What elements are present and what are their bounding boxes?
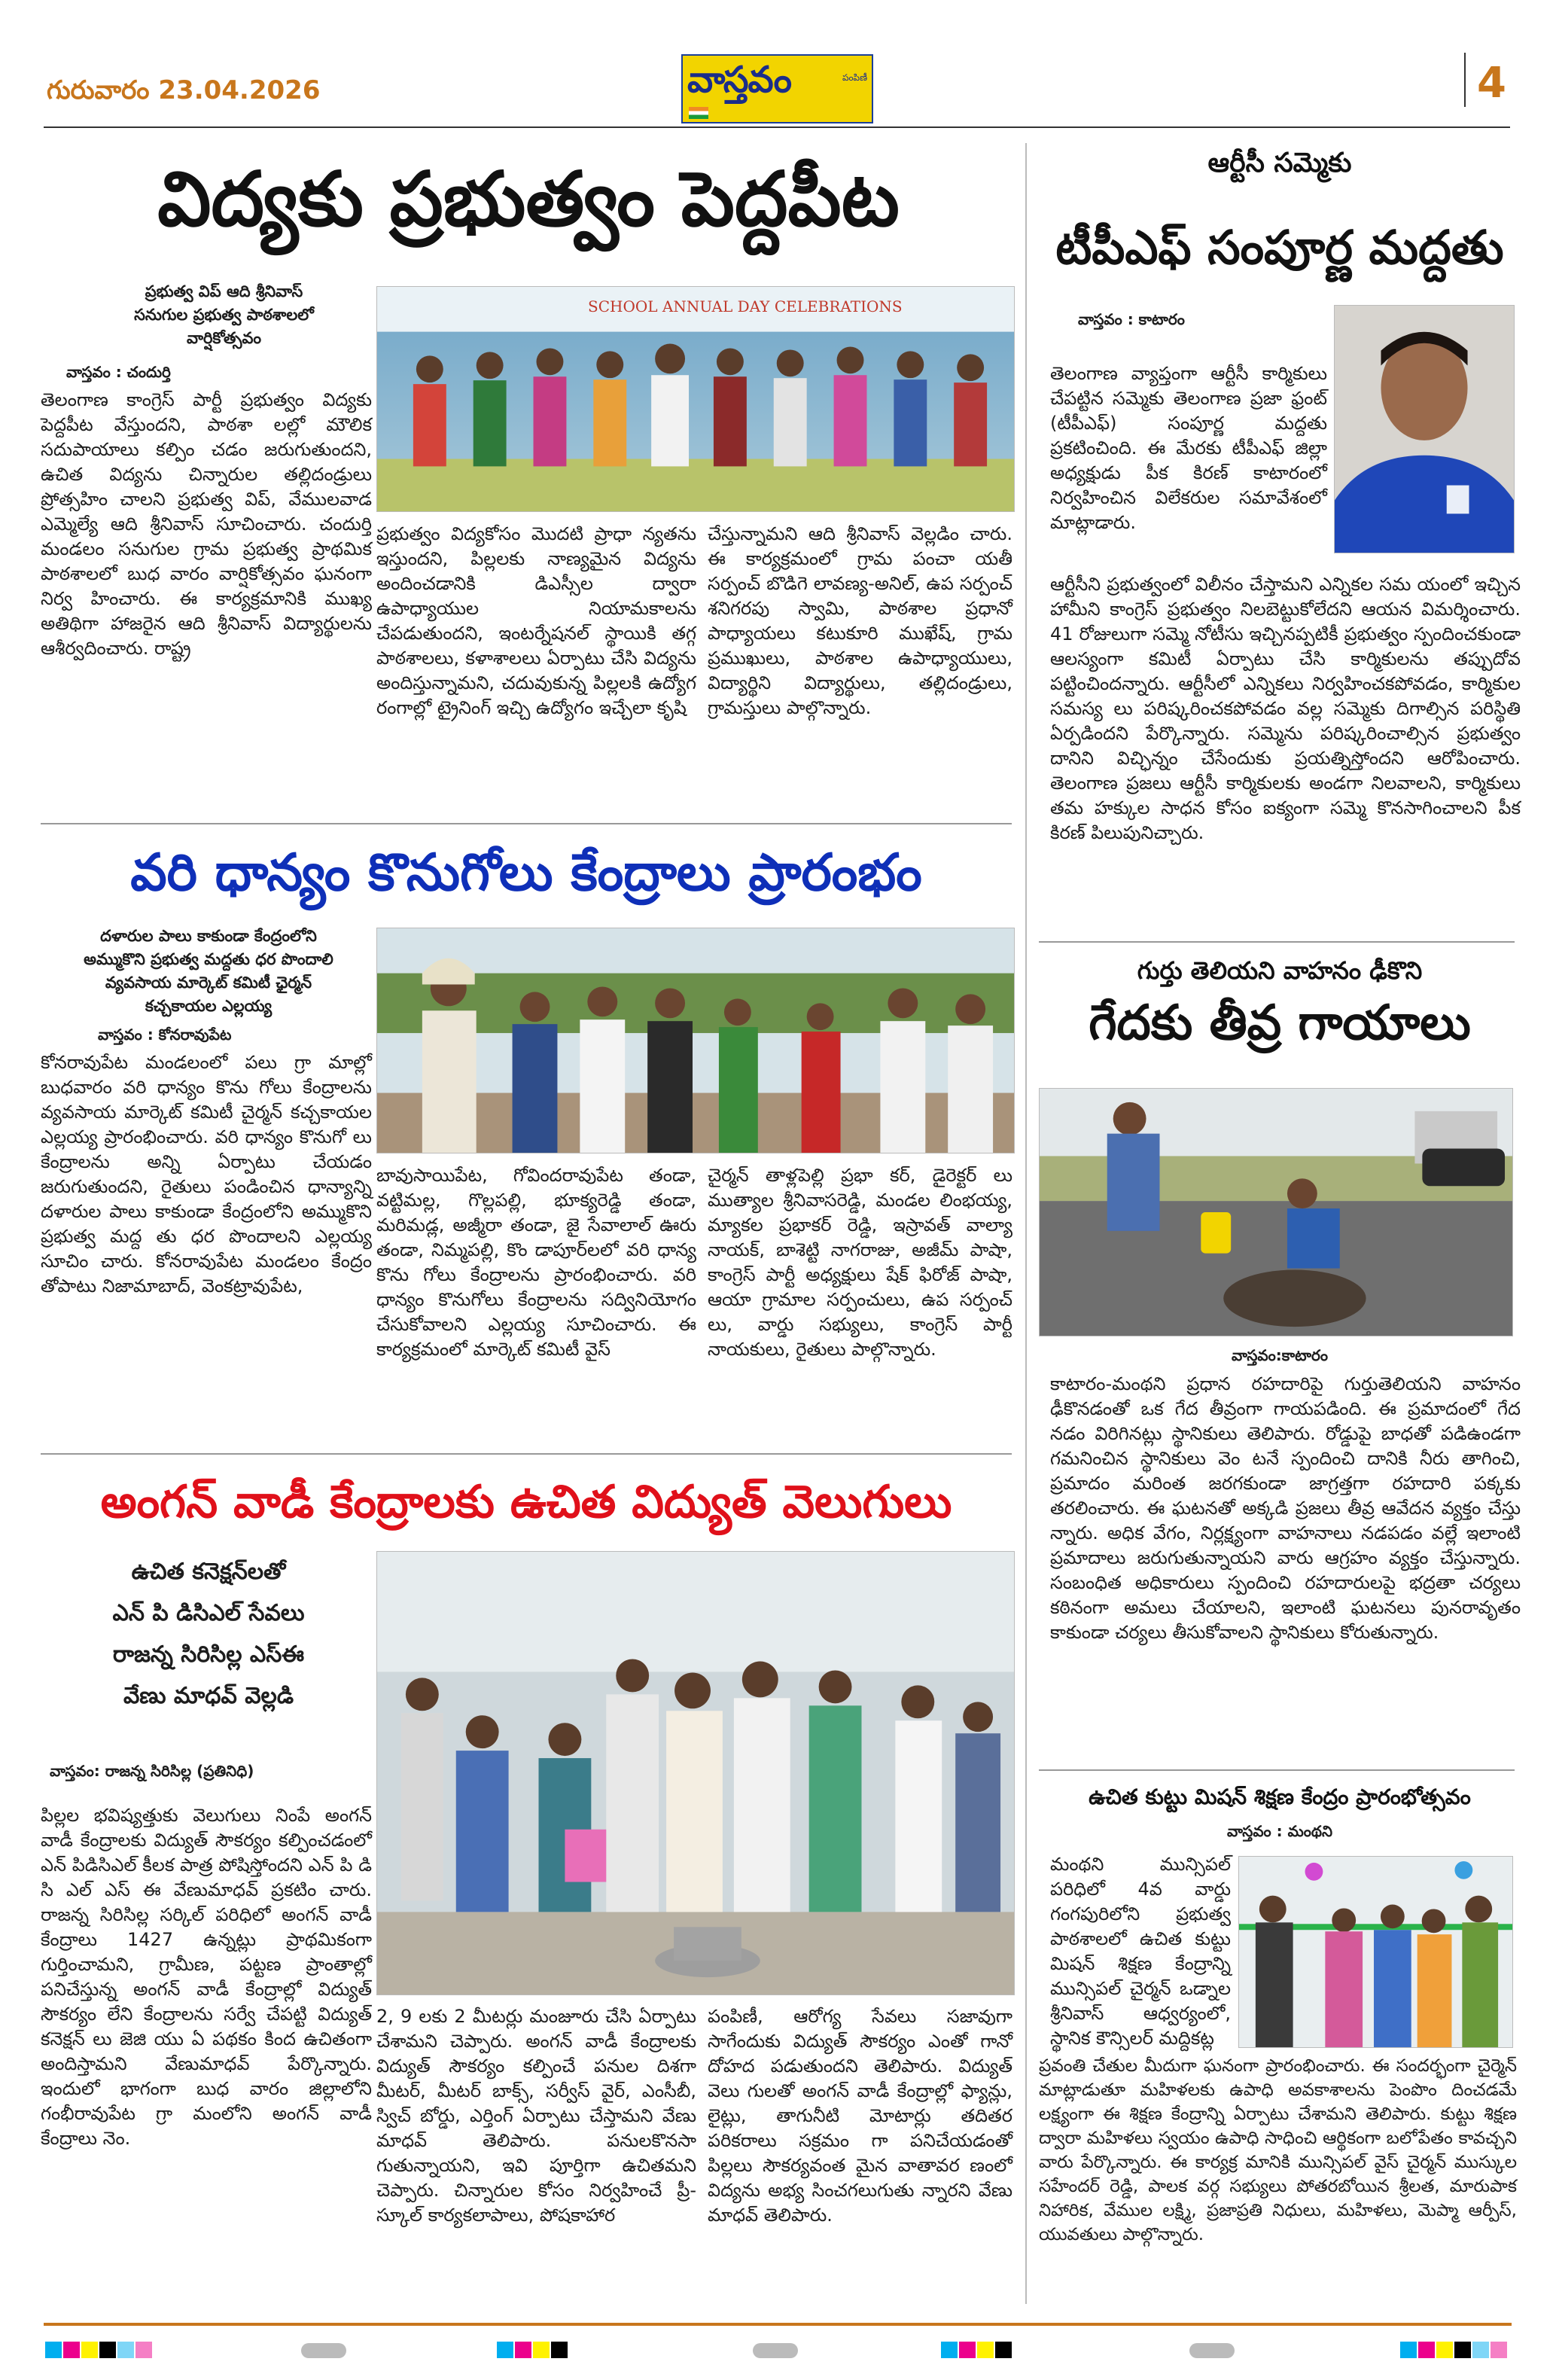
- logo-flag-icon: [689, 107, 708, 119]
- color-swatch-group: [45, 2342, 152, 2358]
- page-number-divider: [1464, 53, 1466, 107]
- school-annual-day-photo: [376, 286, 1015, 512]
- tpf-leader-portrait: [1334, 305, 1515, 553]
- article-kicker: దళారుల పాలు కాకుండా కేంద్రంలోని అమ్ముకొని ప్రభుత్వ మద్దతు ధర పొందాలి వ్యవసాయ మార్కెట్ కమిటీ ఛైర్మన్ కచ్చకాయల ఎల్లయ్య: [84, 927, 333, 1015]
- paddy-centre-inauguration-photo: [376, 928, 1015, 1153]
- color-swatch-group: [497, 2342, 568, 2358]
- masthead: [0, 0, 1556, 128]
- registration-pill: [1189, 2343, 1235, 2358]
- article-body-col2: ప్రభుత్వం విద్యకోసం మొదటి ప్రాధా న్యతను ఇస్తుందని, పిల్లలకు నాణ్యమైన విద్యను అందించడానికి డిఎస్సీల ద్వారా ఉపాధ్యాయుల నియామకాలను చేపడుతుందని, ఇంటర్నేషనల్ స్థాయికి తగ్గ పాఠశాలలు, కళాశాలలు ఏర్పాటు చేసి విద్యను అందిస్తున్నామని, చదువుకున్న పిల్లలకి ఉద్యోగ రంగాల్లో ట్రైనింగ్ ఇచ్చి ఉద్యోగం ఇచ్చేలా కృషి: [376, 523, 696, 718]
- article-body: ప్రవంతి చేతుల మీదుగా ఘనంగా ప్రారంభించారు. ఈ సందర్భంగా చైర్మెన్ మాట్లాడుతూ మహిళలకు ఉపాధి అవకాశాలను పెంపొం దించడమే లక్ష్యంగా ఈ శిక్షణ కేంద్రాన్ని ఏర్పాటు చేశామని తెలిపారు. కుట్టు శిక్షణ ద్వారా మహిళలు స్వయం ఉపాధి సాధించి ఆర్థికంగా బలోపేతం కావచ్చని వారు పేర్కొన్నారు. ఈ కార్యక్ర మానికి మున్సిపల్ వైస్ చైర్మన్ ముస్కుల సహేందర్ రెడ్డి, పాలక వర్గ సభ్యులు పోతరబోయిన శ్రీలత, మారుపాక నిహారిక, వేముల లక్ష్మి, ప్రజాప్రతి నిధులు, మహిళలు, మెప్మా ఆర్పీస్, యువతులు పాల్గొన్నారు.: [1039, 2056, 1517, 2244]
- article-body-col3: పంపిణీ, ఆరోగ్య సేవలు సజావుగా సాగేందుకు విద్యుత్ సౌకర్యం ఎంతో గానో దోహద పడుతుందని తెలిపారు. విద్యుత్ వెలు గులతో అంగన్ వాడీ కేంద్రాల్లో ఫ్యాన్లు, లైట్లు, తాగునీటి మోటార్లు తదితర పరికరాలు సక్రమం గా పనిచేయడంతో పిల్లలు సౌకర్యవంత మైన వాతావర ణంలో విద్యను అభ్య సించగలుగుతు న్నారని వేణు మాధవ్ తెలిపారు.: [708, 2006, 1012, 2226]
- article-dateline: వాస్తవం : చందుర్తి: [66, 363, 171, 381]
- section-rule: [1039, 941, 1515, 943]
- logo-subtext: పంపిణీ: [842, 72, 867, 83]
- newspaper-logo: [681, 54, 873, 123]
- article-body-top: మంథని మున్సిపల్ పరిధిలో 4వ వార్డు గంగపురిలోని ప్రభుత్వ పాఠశాలలో ఉచిత కుట్టు మిషన్ శిక్షణ కేంద్రాన్ని మున్సిపల్ చైర్మన్ ఒడ్నాల శ్రీనివాస్ ఆధ్వర్యంలో, స్థానిక కౌన్సిలర్ మద్దికట్ల: [1050, 1854, 1231, 2049]
- ribbon-cutting-icon: [1239, 1857, 1512, 2047]
- article-body-col1: తెలంగాణ కాంగ్రెస్ పార్టీ ప్రభుత్వం విద్యకు పెద్దపీట వేస్తుందని, పాఠశా లల్లో మౌలిక సదుపాయాలు కల్పిం చడం జరుగుతుందని, ఉచిత విద్యను చిన్నారుల తల్లిదండ్రులు ప్రోత్సహిం చాలని ప్రభుత్వ విప్, వేములవాడ ఎమ్మెల్యే ఆది శ్రీనివాస్ సూచించారు. చందుర్తి మండలం సనుగుల గ్రామ ప్రభుత్వ ప్రాథమిక పాఠశాలలో బుధ వారం వార్షికోత్సవం ఘనంగా నిర్వ హించారు. ఈ కార్యక్రమానికి ముఖ్య అతిథిగా హాజరైన ఆది శ్రీనివాస్ విద్యార్థులను ఆశీర్వదించారు. రాష్ట్ర: [41, 389, 372, 659]
- article-body-col1: పిల్లల భవిష్యత్తుకు వెలుగులు నింపే అంగన్ వాడీ కేంద్రాలకు విద్యుత్ సౌకర్యం కల్పించడంలో ఎన్ పిడిసిఎల్ కీలక పాత్ర పోషిస్తోందని ఎన్ పి డి సి ఎల్ ఎస్ ఈ వేణుమాధవ్ ప్రకటిం చారు. రాజన్న సిరిసిల్ల సర్కిల్ పరిధిలో అంగన్ వాడీ కేంద్రాలు 1427 ఉన్నట్లు ప్రాథమికంగా గుర్తించామని, గ్రామీణ, పట్టణ ప్రాంతాల్లో పనిచేస్తున్న అంగన్ వాడీ కేంద్రాల్లో విద్యుత్ సౌకర్యం లేని కేంద్రాలను సర్వే చేపట్టి విద్యుత్ కనెక్షన్ లు జెజి యు ఏ పథకం కింద ఉచితంగా అందిస్తామని వేణుమాధవ్ పేర్కొన్నారు. ఇందులో భాగంగా బుధ వారం జిల్లాలోని గంభీరావుపేట గ్రా మంలోని అంగన్ వాడీ కేంద్రాలు నెం.: [41, 1805, 372, 2149]
- article-headline: గేదకు తీవ్ర గాయాలు: [1089, 995, 1471, 1051]
- article-kicker: ఉచిత కనెక్షన్‌లతో ఎన్ పి డిసిఎల్ సేవలు రాజన్న సిరిసిల్ల ఎస్ఈ వేణు మాధవ్ వెల్లడి: [112, 1559, 305, 1709]
- article-dateline: వాస్తవం: రాజన్న సిరిసిల్ల (ప్రతినిధి): [50, 1762, 254, 1780]
- article-body-col2: 2, 9 లకు 2 మీటర్లు మంజూరు చేసి ఏర్పాటు చేశామని చెప్పారు. అంగన్ వాడీ కేంద్రాలకు విద్యుత్ సౌకర్యం కల్పించే పనుల దిశగా మీటర్, మీటర్ బాక్స్, సర్వీస్ వైర్, ఎంసీబీ, స్విచ్ బోర్డు, ఎర్తింగ్ ఏర్పాటు చేస్తామని వేణు మాధవ్ తెలిపారు. పనులకొనసా గుతున్నాయని, ఇవి పూర్తిగా ఉచితమని చెప్పారు. చిన్నారుల కోసం నిర్వహించే ప్రీ-స్కూల్ కార్యకలాపాలు, పోషకాహార: [376, 2006, 696, 2226]
- footer-rule: [44, 2323, 1512, 2326]
- article-headline: వరి ధాన్యం కొనుగోలు కేంద్రాలు ప్రారంభం: [130, 843, 922, 903]
- article-dateline: వాస్తవం : మంథని: [1226, 1822, 1333, 1840]
- article-headline: టీపీఎఫ్ సంపూర్ణ మద్దతు: [1055, 220, 1504, 275]
- color-swatch-group: [941, 2342, 1012, 2358]
- column-divider: [1025, 143, 1027, 2304]
- article-dateline: వాస్తవం : కాటారం: [1078, 310, 1185, 328]
- article-kicker: ప్రభుత్వ విప్ ఆది శ్రీనివాస్ సనుగుల ప్రభుత్వ పాఠశాలలో వార్షికోత్సవం: [134, 282, 314, 347]
- article-body-col3: చైర్మన్ తాళ్లపెల్లి ప్రభా కర్, డైరెక్టర్ లు ముత్యాల శ్రీనివాసరెడ్డి, మండల లింభయ్య, మ్యాకల ప్రభాకర్ రెడ్డి, ఇస్రావత్ వాల్యా నాయక్, బాశెట్టి నాగరాజు, అజీమ్ పాషా, కాంగ్రెస్ పార్టీ అధ్యక్షులు షేక్ ఫిరోజ్ పాషా, ఆయా గ్రామాల సర్పంచులు, ఉప సర్పంచ్ లు, వార్డు సభ్యులు, కాంగ్రెస్ పార్టీ నాయకులు, రైతులు పాల్గొన్నారు.: [708, 1165, 1012, 1360]
- logo-wordmark: వాస్తవం: [687, 59, 791, 101]
- section-rule: [1039, 1769, 1515, 1771]
- article-body-top: తెలంగాణ వ్యాప్తంగా ఆర్టీసీ కార్మికులు చేపట్టిన సమ్మెకు తెలంగాణ ప్రజా ఫ్రంట్ (టీపీఎఫ్) సంపూర్ణ మద్దతు ప్రకటించింది. ఈ మేరకు టీపీఎఫ్ జిల్లా అధ్యక్షుడు పీక కిరణ్ కాటారంలో నిర్వహించిన విలేకరుల సమావేశంలో మాట్లాడారు.: [1050, 363, 1327, 533]
- anganwadi-officials-photo: [376, 1551, 1015, 1995]
- color-swatch-group: [1400, 2342, 1507, 2358]
- article-body-col3: చేస్తున్నామని ఆది శ్రీనివాస్ వెల్లడిం చారు. ఈ కార్యక్రమంలో గ్రామ పంచా యతీ సర్పంచ్ బొడిగె లావణ్య-అనిల్, ఉప సర్పంచ్ శనిగరపు స్వామి, పాఠశాల ప్రధానో పాధ్యాయలు కటుకూరి ముఖేష్, గ్రామ ప్రముఖులు, పాఠశాల ఉపాధ్యాయులు, విద్యార్థిని విద్యార్థులు, తల్లిదండ్రులు, గ్రామస్తులు పాల్గొన్నారు.: [708, 523, 1012, 718]
- portrait-person-icon: [1335, 306, 1514, 553]
- article-body: ఆర్టీసీని ప్రభుత్వంలో విలీనం చేస్తామని ఎన్నికల సమ యంలో ఇచ్చిన హామీని కాంగ్రెస్ ప్రభుత్వం నిలబెట్టుకోలేదని ఆయన విమర్శించారు. 41 రోజులుగా సమ్మె నోటీసు ఇచ్చినప్పటికీ ప్రభుత్వం స్పందించకుండా ఆలస్యంగా కమిటీ ఏర్పాటు చేసి కార్మికులను తప్పుదోవ పట్టించిందన్నారు. ఆర్టీసీలో ఎన్నికలు నిర్వహించకపోవడం, కార్మికుల సమస్య లు పరిష్కరించకపోవడం వల్ల సమ్మెకు దిగాల్సిన పరిస్థితి ఏర్పడిందని పేర్కొన్నారు. సమ్మెను పరిష్కరించాల్సిన ప్రభుత్వం దానిని విచ్ఛిన్నం చేసేందుకు ప్రయత్నిస్తోందని ఆరోపించారు. తెలంగాణ ప్రజలు ఆర్టీసీ కార్మికులకు అండగా నిలవాలని, కార్మికులు తమ హక్కుల సాధన కోసం ఐక్యంగా సమ్మె కొనసాగించాలని పీక కిరణ్ పిలుపునిచ్చారు.: [1050, 574, 1521, 843]
- registration-bar: [0, 2342, 1556, 2364]
- article-headline: అంగన్ వాడీ కేంద్రాలకు ఉచిత విద్యుత్ వెలుగులు: [100, 1476, 952, 1528]
- group-officials-icon: [377, 1552, 1014, 1995]
- section-rule: [41, 1453, 1012, 1455]
- article-dateline: వాస్తవం : కోనరావుపేట: [98, 1025, 232, 1044]
- article-headline: విద్యకు ప్రభుత్వం పెద్దపీట: [157, 155, 900, 243]
- outdoor-group-photo-icon: [377, 928, 1014, 1153]
- article-body-col1: కోనరావుపేట మండలంలో పలు గ్రా మాల్లో బుధవారం వరి ధాన్యం కొను గోలు కేంద్రాలను వ్యవసాయ మార్కెట్ కమిటీ చైర్మన్ కచ్చకాయల ఎల్లయ్య ప్రారంభించారు. వరి ధాన్యం కొనుగో లు కేంద్రాలను అన్ని ఏర్పాటు చేయడం జరుగుతుందని, రైతులు పండించిన ధాన్యాన్ని దళారుల పాలు కాకుండా కేంద్రంలోని అమ్ముకొని ప్రభుత్వ మద్ద తు ధర పొందాలని ఎల్లయ్య సూచిం చారు. కోనరావుపేట మండలం కేంద్రం తోపాటు నిజామాబాద్, వెంకట్రావుపేట,: [41, 1052, 372, 1297]
- section-rule: [41, 823, 1012, 824]
- registration-pill: [753, 2343, 798, 2358]
- article-headline: ఉచిత కుట్టు మిషన్ శిక్షణ కేంద్రం ప్రారంభోత్సవం: [1089, 1784, 1471, 1809]
- roadside-buffalo-icon: [1040, 1089, 1512, 1336]
- injured-buffalo-photo: [1039, 1088, 1513, 1336]
- school-event-photo-icon: [377, 287, 1014, 511]
- registration-pill: [301, 2343, 346, 2358]
- masthead-rule: [44, 126, 1510, 128]
- article-pre-headline: ఆర్టీసీ సమ్మెకు: [1207, 148, 1352, 178]
- page-number: 4: [1477, 59, 1506, 108]
- issue-date: గురువారం 23.04.2026: [47, 75, 321, 105]
- article-body-col2: బావుసాయిపేట, గోవిందరావుపేట తండా, వట్టిమల్ల, గొల్లపల్లి, భూక్యరెడ్డి తండా, మరిమడ్ల, అజ్మీరా తండా, జై సేవాలాల్ ఊరు తండా, నిమ్మపల్లి, కొం డాపూర్‌లలో వరి ధాన్య కొను గోలు కేంద్రాలను ప్రారంభించారు. వరి ధాన్యం కొనుగోలు కేంద్రాలను సద్వినియోగం చేసుకోవాలని ఎల్లయ్య సూచించారు. ఈ కార్యక్రమంలో మార్కెట్ కమిటీ వైస్: [376, 1165, 696, 1360]
- photo-banner-text: SCHOOL ANNUAL DAY CELEBRATIONS: [588, 297, 903, 315]
- tailoring-centre-ribbon-photo: [1238, 1856, 1513, 2048]
- article-body: కాటారం-మంథని ప్రధాన రహదారిపై గుర్తుతెలియని వాహనం ఢీకొనడంతో ఒక గేద తీవ్రంగా గాయపడింది. ఈ ప్రమాదంలో గేద నడం విరిగినట్లు స్థానికులు తెలిపారు. రోడ్డుపై బాధతో పడిఉండగా గమనించిన స్థానికులు వెం టనే స్పందించి దానికి నీరు తాగించి, ప్రమాదం మరింత జరగకుండా జాగ్రత్తగా రహదారి పక్కకు తరలించారు. ఈ ఘటనతో అక్కడి ప్రజలు తీవ్ర ఆవేదన వ్యక్తం చేస్తు న్నారు. అధిక వేగం, నిర్లక్ష్యంగా వాహనాలు నడపడం వల్లే ఇలాంటి ప్రమాదాలు జరుగుతున్నాయని వారు ఆగ్రహం వ్యక్తం చేస్తున్నారు. సంబంధిత అధికారులు స్పందించి రహదారులపై భద్రతా చర్యలు కఠినంగా అమలు చేయాలని, ఇలాంటి ఘటనలు పునరావృతం కాకుండా చర్యలు తీసుకోవాలని స్థానికులు కోరుతున్నారు.: [1050, 1373, 1521, 1643]
- article-dateline: వాస్తవం:కాటారం: [1232, 1346, 1328, 1364]
- article-pre-headline: గుర్తు తెలియని వాహనం ఢీకొని: [1137, 956, 1423, 985]
